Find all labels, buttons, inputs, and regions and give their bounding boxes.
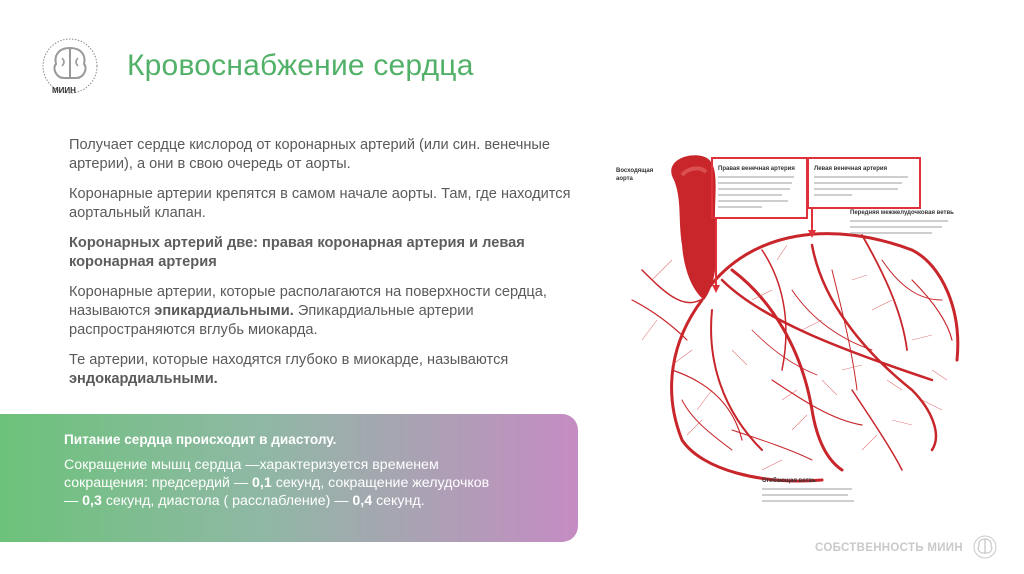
paragraph-epicardial-start: Коронарные артерии, которые располагаются на поверхности сердца, называются xyxy=(69,284,547,319)
paragraph-aortic-valve: Коронарные артерии крепятся в самом начале аорты. Там, где находится аортальный клапан. xyxy=(69,186,571,221)
label-aorta: аорта xyxy=(616,176,633,182)
artery-network xyxy=(632,234,958,481)
diastole-body xyxy=(64,456,504,510)
diastole-heading: Питание сердца происходит в диастолу. xyxy=(64,432,337,447)
paragraph-epicardial-end: Эпикардиальные артерии распространяются вглубь миокарда. xyxy=(69,303,474,338)
footer-ownership: СОБСТВЕННОСТЬ МИИН xyxy=(815,542,963,554)
annotation-detail-lines xyxy=(718,177,948,501)
diastole-text-1: Сокращение мышц сердца —характеризуется временем сокращения: предсердий — xyxy=(64,457,439,491)
diastole-text-3: секунд, диастола ( расслабление) — xyxy=(101,493,353,509)
value-diastole: 0,4 xyxy=(352,493,373,509)
logo xyxy=(38,36,102,100)
paragraph-endocardial-start: Те артерии, которые находятся глубоко в миокарде, называются xyxy=(69,352,509,368)
label-ascending-aorta: Восходящая xyxy=(616,168,654,174)
footer-brain-icon xyxy=(972,534,998,560)
label-left-coronary: Левая венечная артерия xyxy=(814,166,888,172)
diastole-text-4: секунд. xyxy=(372,493,425,509)
paragraph-epicardial xyxy=(69,283,599,340)
text-block xyxy=(69,136,599,400)
label-right-coronary: Правая венечная артерия xyxy=(718,166,795,172)
value-ventricles: 0,3 xyxy=(82,493,102,509)
coronary-arteries-image xyxy=(612,150,982,510)
label-circumflex-branch: Огибающая ветвь xyxy=(762,478,816,484)
term-epicardial: эпикардиальными. xyxy=(154,303,294,319)
paragraph-endocardial xyxy=(69,351,599,389)
logo-name: МИИН xyxy=(52,86,76,95)
heart-illustration xyxy=(612,150,982,510)
paragraph-coronary-source: Получает сердце кислород от коронарных артерий (или син. венечные артерии), а они в свою очередь от аорты. xyxy=(69,137,551,172)
diastole-box xyxy=(0,414,578,542)
value-atria: 0,1 xyxy=(252,475,272,491)
diastole-text-2: секунд, сокращение желудочков — xyxy=(64,475,490,509)
paragraph-two-arteries: Коронарных артерий две: правая коронарная артерия и левая коронарная артерия xyxy=(69,235,525,270)
label-anterior-branch: Передняя межжелудочковая ветвь xyxy=(850,210,954,216)
aorta-shape xyxy=(671,155,716,300)
page-title: Кровоснабжение сердца xyxy=(127,49,474,82)
term-endocardial: эндокардиальными. xyxy=(69,371,218,387)
